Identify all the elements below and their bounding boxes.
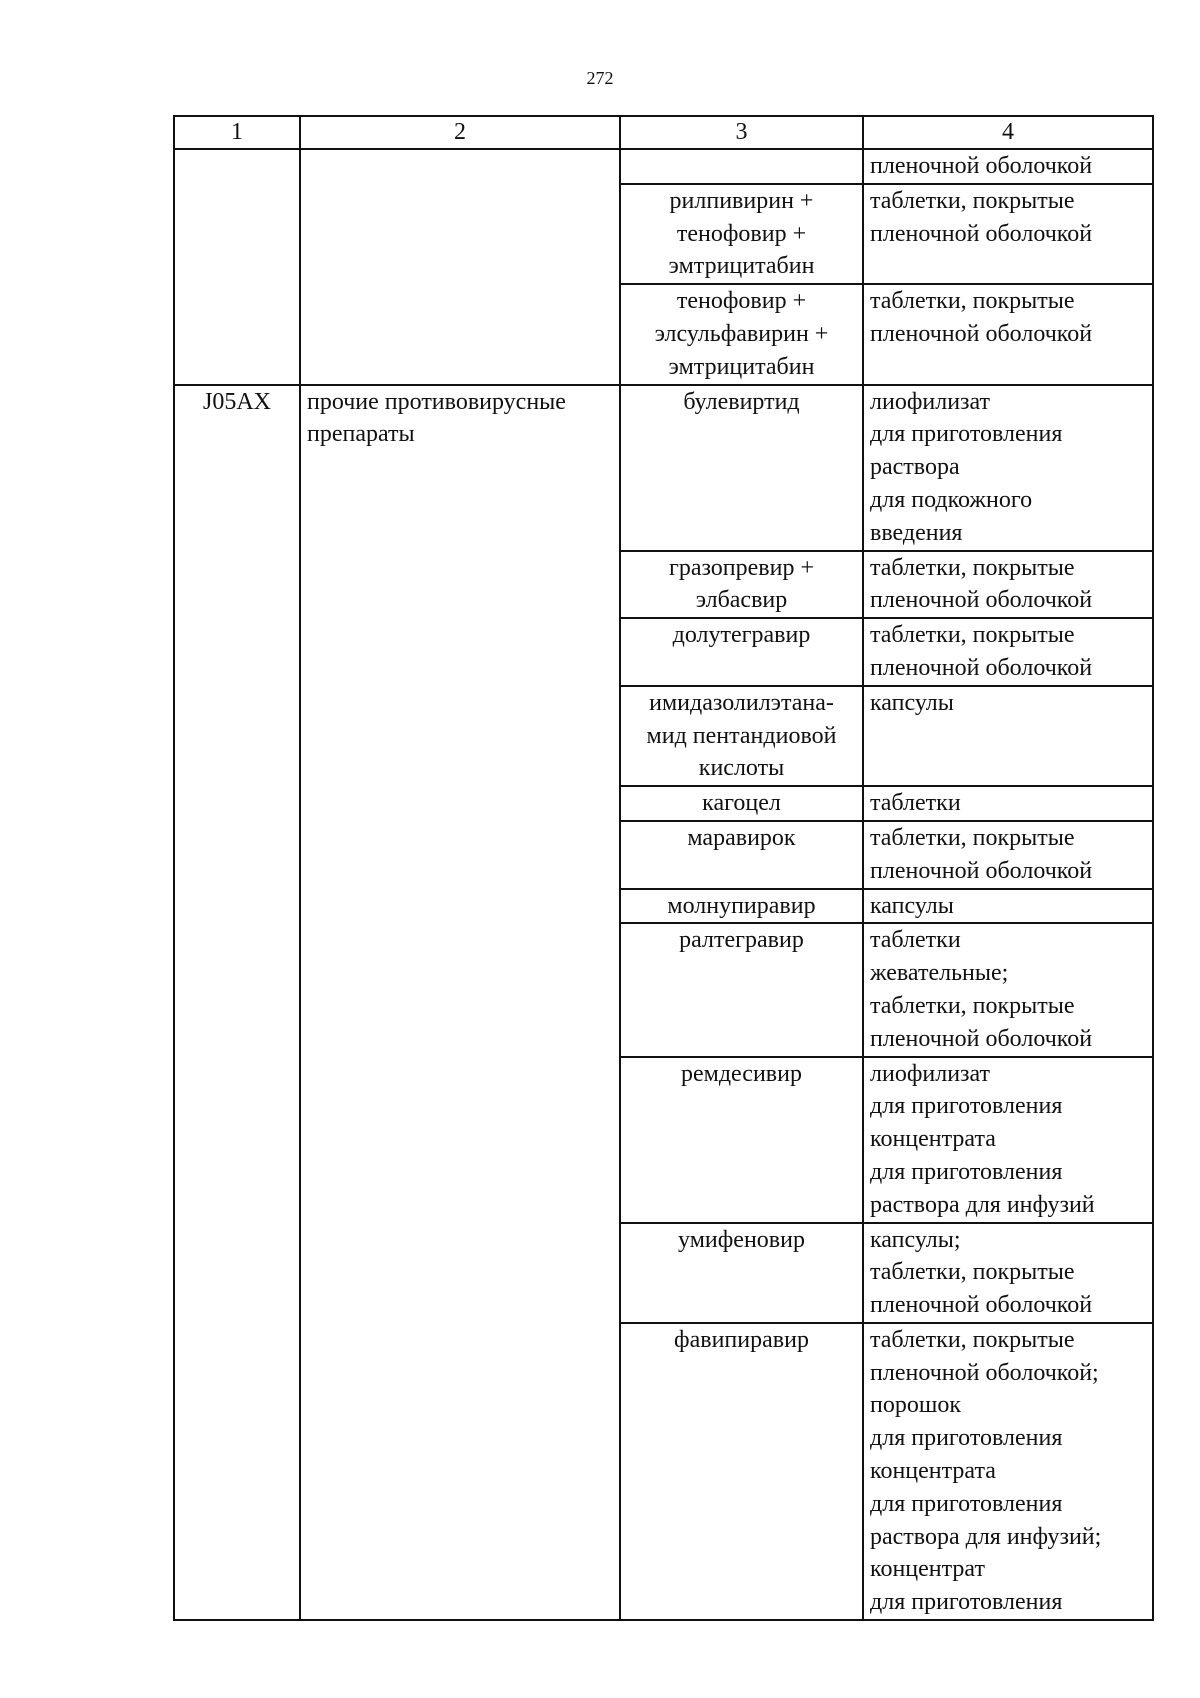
drug-name-line: тенофовир + [676,288,807,315]
dosage-form-line: таблетки, покрытые [870,554,1075,581]
drug-name-line: элбасвир [695,587,788,614]
dosage-form-line: капсулы; [870,1226,961,1253]
dosage-form-line: пленочной оболочкой [870,654,1093,681]
dosage-form-line: пленочной оболочкой [870,857,1093,884]
dosage-form-line: для приготовления [870,1158,1063,1185]
dosage-form-cell [863,1223,1153,1323]
dosage-form-cell [863,618,1153,686]
dosage-form-line: пленочной оболочкой [870,587,1093,614]
dosage-form-line: таблетки [870,790,961,817]
header-cell-1: 1 [174,116,300,149]
drug-name-line: эмтрицитабин [668,253,815,280]
dosage-form-line: пленочной оболочкой [870,1025,1093,1052]
group-name-line: препараты [307,421,415,448]
drug-name-line: тенофовир + [676,220,807,247]
drug-name-cell [620,618,863,686]
header-cell-3: 3 [620,116,863,149]
group-name-cell [300,149,620,385]
dosage-form-cell [863,385,1153,551]
dosage-form-line: порошок [870,1392,961,1419]
drug-name-cell [620,686,863,786]
dosage-form-line: пленочной оболочкой [870,220,1093,247]
drug-name-cell [620,1323,863,1620]
dosage-form-line: таблетки, покрытые [870,992,1075,1019]
dosage-form-line: раствора для инфузий; [870,1523,1102,1550]
drug-name-cell [620,889,863,924]
dosage-form-line: для приготовления [870,1490,1063,1517]
drug-name-cell [620,385,863,551]
dosage-form-line: концентрат [870,1556,985,1583]
dosage-form-line: капсулы [870,892,954,919]
dosage-form-line: таблетки, покрытые [870,1326,1075,1353]
dosage-form-line: лиофилизат [870,1060,991,1087]
dosage-form-cell [863,821,1153,889]
drug-name-line: имидазолилэтана- [649,689,834,716]
drug-name-line: эмтрицитабин [668,353,815,380]
dosage-form-line: пленочной оболочкой [870,153,1093,179]
drug-name-line: ралтегравир [679,927,804,954]
group-name-line: прочие противовирусные [307,388,566,415]
drug-name-cell [620,821,863,889]
drug-name-cell [620,1057,863,1223]
drug-name-cell [620,284,863,384]
drug-name-line: маравирок [687,824,796,851]
atc-code-cell: J05AX [174,385,300,1620]
table-body [174,149,1153,1620]
dosage-form-line: таблетки, покрытые [870,288,1075,315]
dosage-form-line: жевательные; [870,960,1009,987]
drug-name-cell [620,184,863,284]
dosage-form-cell [863,889,1153,924]
dosage-form-line: лиофилизат [870,388,991,415]
page-number: 272 [586,68,614,88]
dosage-form-cell [863,1323,1153,1620]
dosage-form-line: концентрата [870,1126,996,1153]
dosage-form-line: введения [870,519,963,546]
dosage-form-cell [863,284,1153,384]
drug-name-line: фавипиравир [674,1326,809,1353]
drug-name-line: кагоцел [702,790,781,817]
dosage-form-cell [863,1057,1153,1223]
drug-name-line: кислоты [698,755,785,782]
dosage-form-line: таблетки, покрытые [870,622,1075,649]
dosage-form-line: раствора для инфузий [870,1191,1095,1218]
dosage-form-cell [863,686,1153,786]
dosage-form-cell [863,149,1153,184]
dosage-form-line: для подкожного [870,486,1033,513]
drug-name-cell [620,786,863,821]
dosage-form-line: таблетки, покрытые [870,187,1075,214]
drug-name-line: долутегравир [672,622,811,649]
dosage-form-line: пленочной оболочкой [870,320,1093,347]
dosage-form-cell [863,923,1153,1056]
dosage-form-line: для приготовления [870,1425,1063,1452]
header-row [174,116,1153,149]
dosage-form-line: таблетки, покрытые [870,1259,1075,1286]
dosage-form-line: для приготовления [870,1589,1063,1616]
dosage-form-line: таблетки [870,927,961,954]
table-row [174,385,1153,551]
header-cell-4: 4 [863,116,1153,149]
dosage-form-cell [863,786,1153,821]
dosage-form-line: таблетки, покрытые [870,824,1075,851]
drug-name-line: гразопревир + [668,554,815,581]
dosage-form-line: пленочной оболочкой [870,1292,1093,1319]
dosage-form-cell [863,184,1153,284]
drug-name-line: молнупиравир [667,892,816,919]
dosage-form-line: капсулы [870,689,954,716]
group-name-cell [300,385,620,1620]
table-row [174,149,1153,184]
drug-name-cell [620,551,863,619]
dosage-form-line: пленочной оболочкой; [870,1359,1099,1386]
dosage-form-line: для приготовления [870,1093,1063,1120]
atc-code-cell [174,149,300,385]
drug-name-line: элсульфавирин + [654,320,829,347]
drug-name-cell [620,1223,863,1323]
header-cell-2: 2 [300,116,620,149]
dosage-form-cell [863,551,1153,619]
drug-name-line: рилпивирин + [669,187,814,214]
drug-name-line: мид пентандиовой [646,722,837,749]
dosage-form-line: раствора [870,454,960,481]
drug-name-line: булевиртид [683,388,800,415]
drug-name-cell [620,149,863,184]
dosage-form-line: для приготовления [870,421,1063,448]
drug-table [173,115,1154,1621]
drug-name-cell [620,923,863,1056]
drug-name-line: ремдесивир [681,1060,802,1087]
drug-name-line: умифеновир [678,1226,805,1253]
dosage-form-line: концентрата [870,1458,996,1485]
